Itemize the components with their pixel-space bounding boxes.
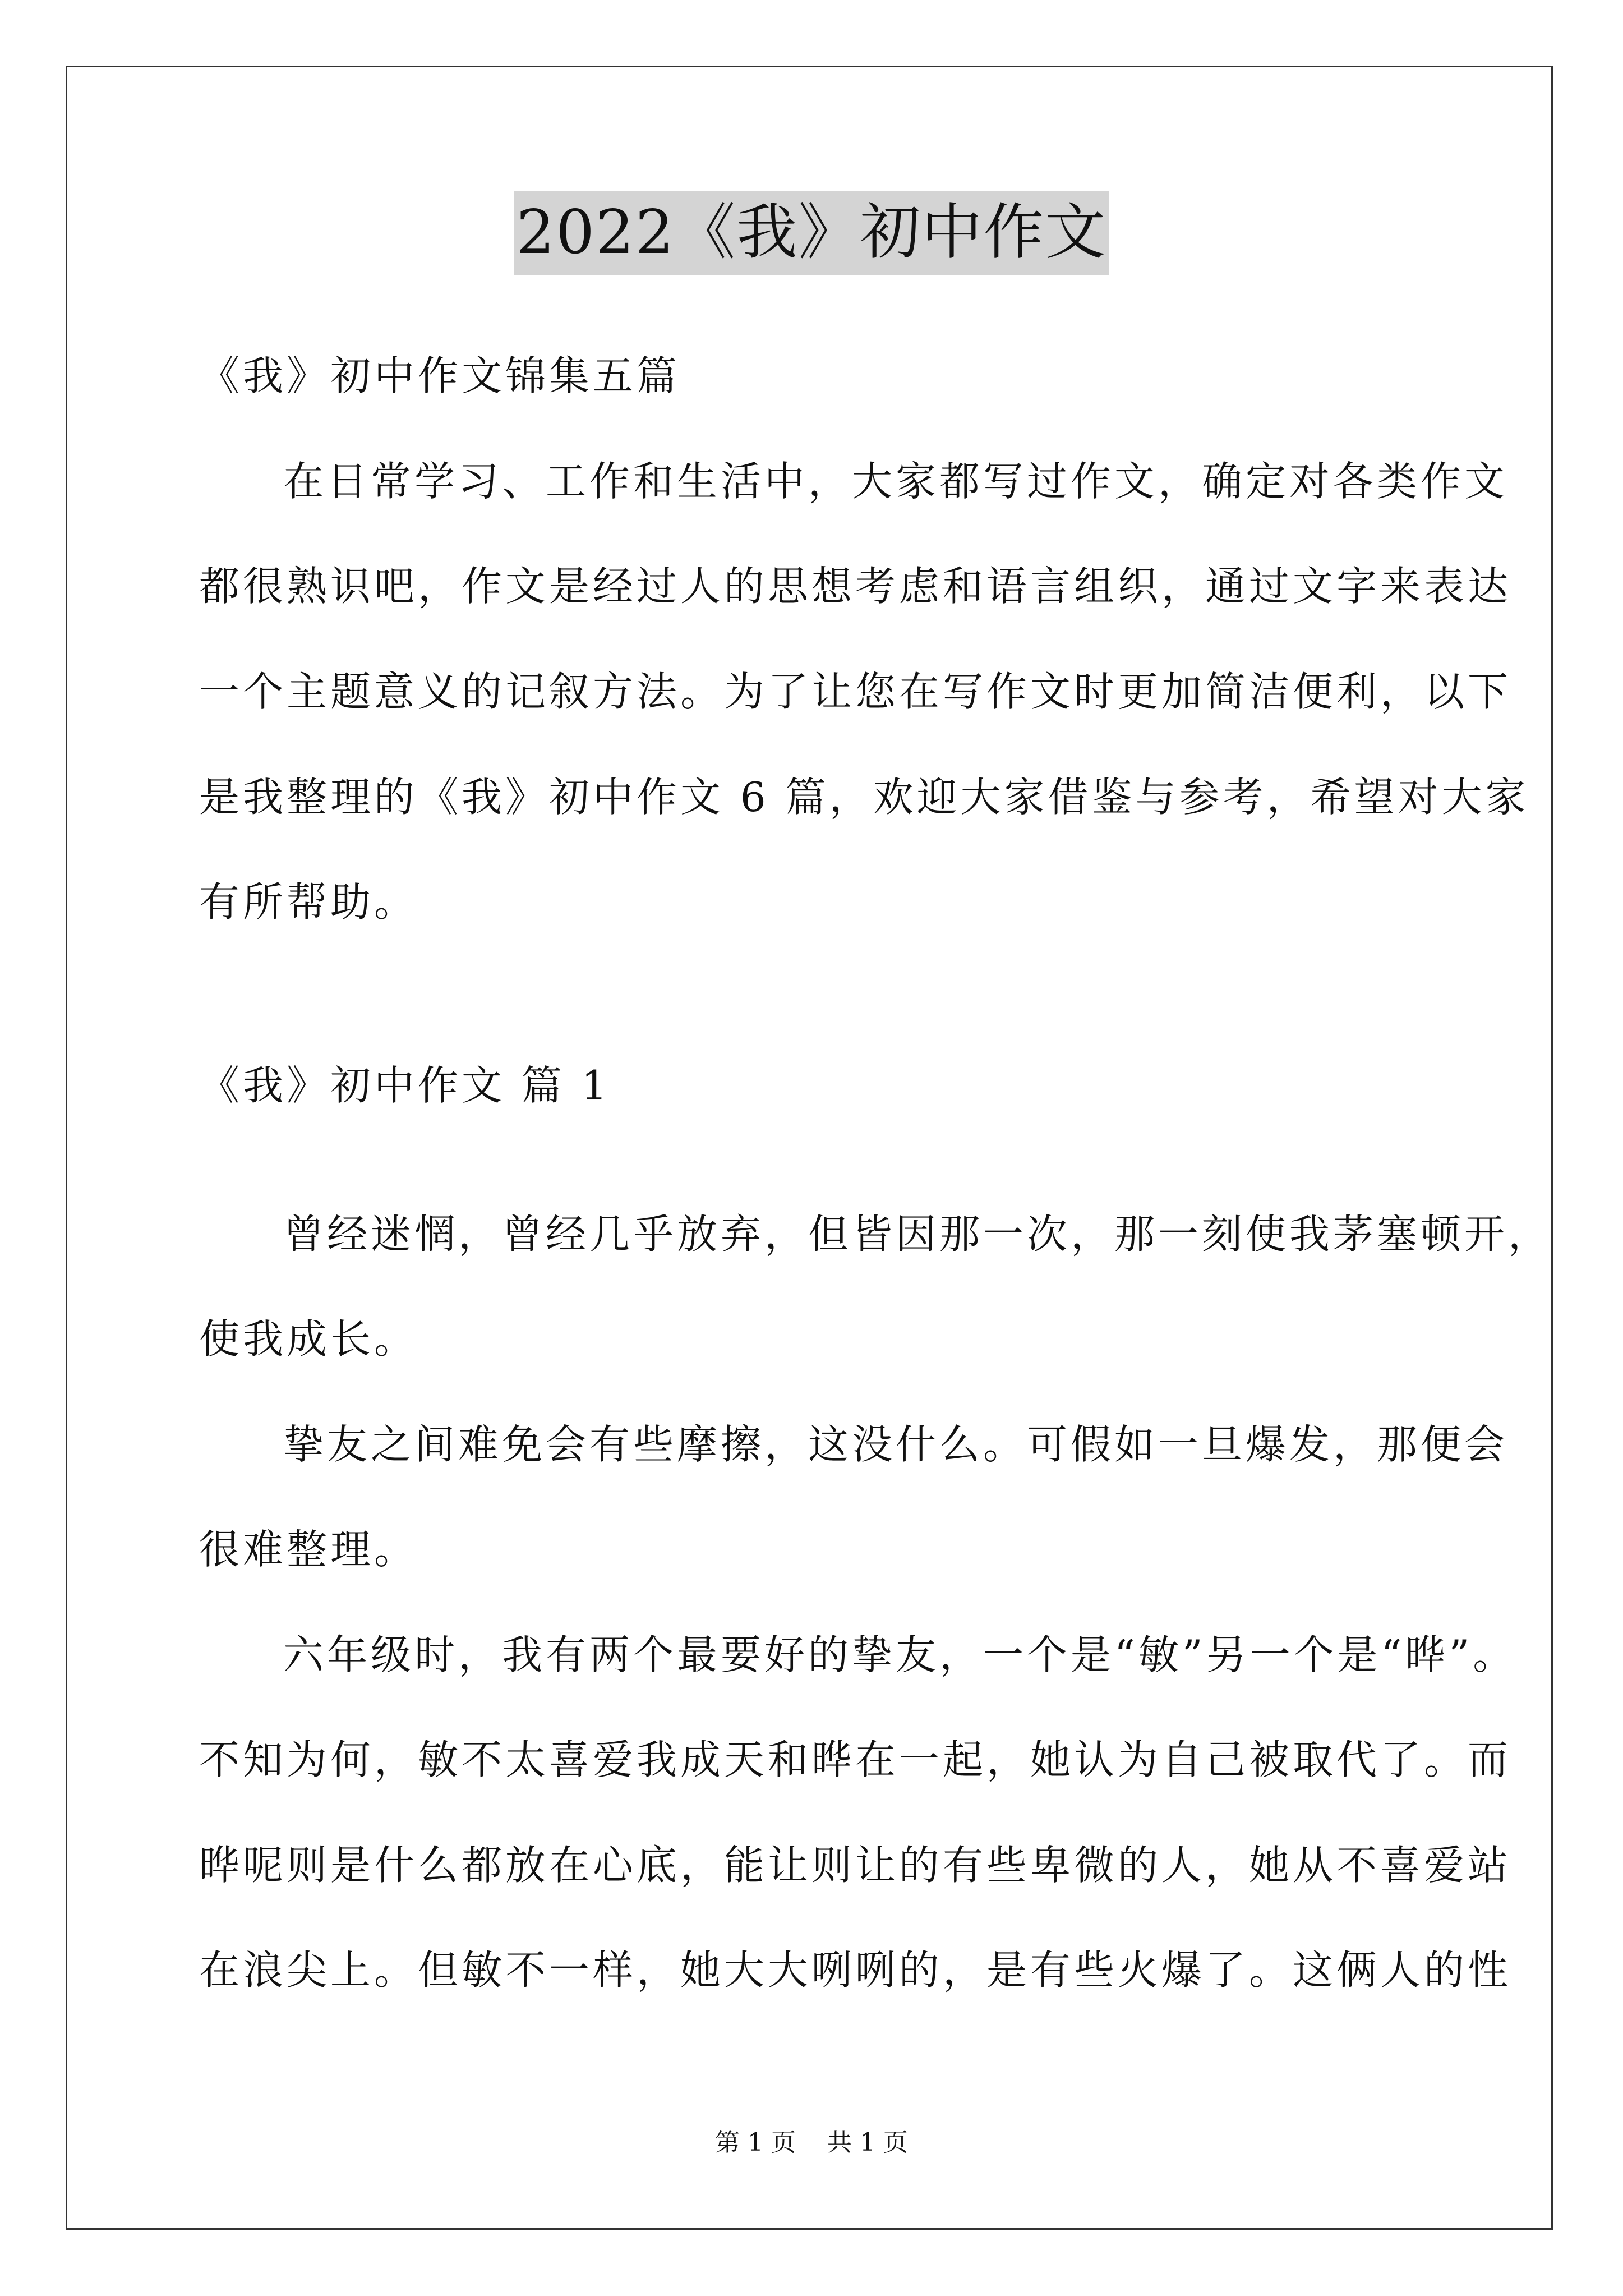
paragraph-line: 曾经迷惘，曾经几乎放弃，但皆因那一次，那一刻使我茅塞顿开， [283, 1211, 1552, 1258]
paragraph-line: 六年级时，我有两个最要好的挚友，一个是“敏”另一个是“晔”。 [283, 1631, 1517, 1678]
intro-line: 在日常学习、工作和生活中，大家都写过作文，确定对各类作文 [283, 458, 1509, 505]
page-footer: 第 1 页 共 1 页 [715, 2128, 908, 2157]
paragraph-line: 挚友之间难免会有些摩擦，这没什么。可假如一旦爆发，那便会 [283, 1421, 1509, 1468]
section-heading: 《我》初中作文 篇 1 [199, 1062, 611, 1109]
paragraph-line: 很难整理。 [199, 1526, 418, 1573]
title-container [0, 191, 1623, 275]
paragraph-line: 晔呢则是什么都放在心底，能让则让的有些卑微的人，她从不喜爱站 [199, 1842, 1512, 1889]
paragraph-line: 在浪尖上。但敏不一样，她大大咧咧的，是有些火爆了。这俩人的性 [199, 1947, 1512, 1994]
paragraph-line: 不知为何，敏不太喜爱我成天和晔在一起，她认为自己被取代了。而 [199, 1736, 1512, 1783]
intro-line: 是我整理的《我》初中作文 6 篇，欢迎大家借鉴与参考，希望对大家 [199, 774, 1529, 821]
paragraph-line: 使我成长。 [199, 1315, 418, 1363]
intro-line: 都很熟识吧，作文是经过人的思想考虑和语言组织，通过文字来表达 [199, 563, 1512, 610]
intro-line: 一个主题意义的记叙方法。为了让您在写作文时更加简洁便利，以下 [199, 668, 1512, 715]
subtitle: 《我》初中作文锦集五篇 [199, 352, 681, 399]
document-title: 2022《我》初中作文 [514, 191, 1109, 275]
intro-line: 有所帮助。 [199, 878, 418, 926]
